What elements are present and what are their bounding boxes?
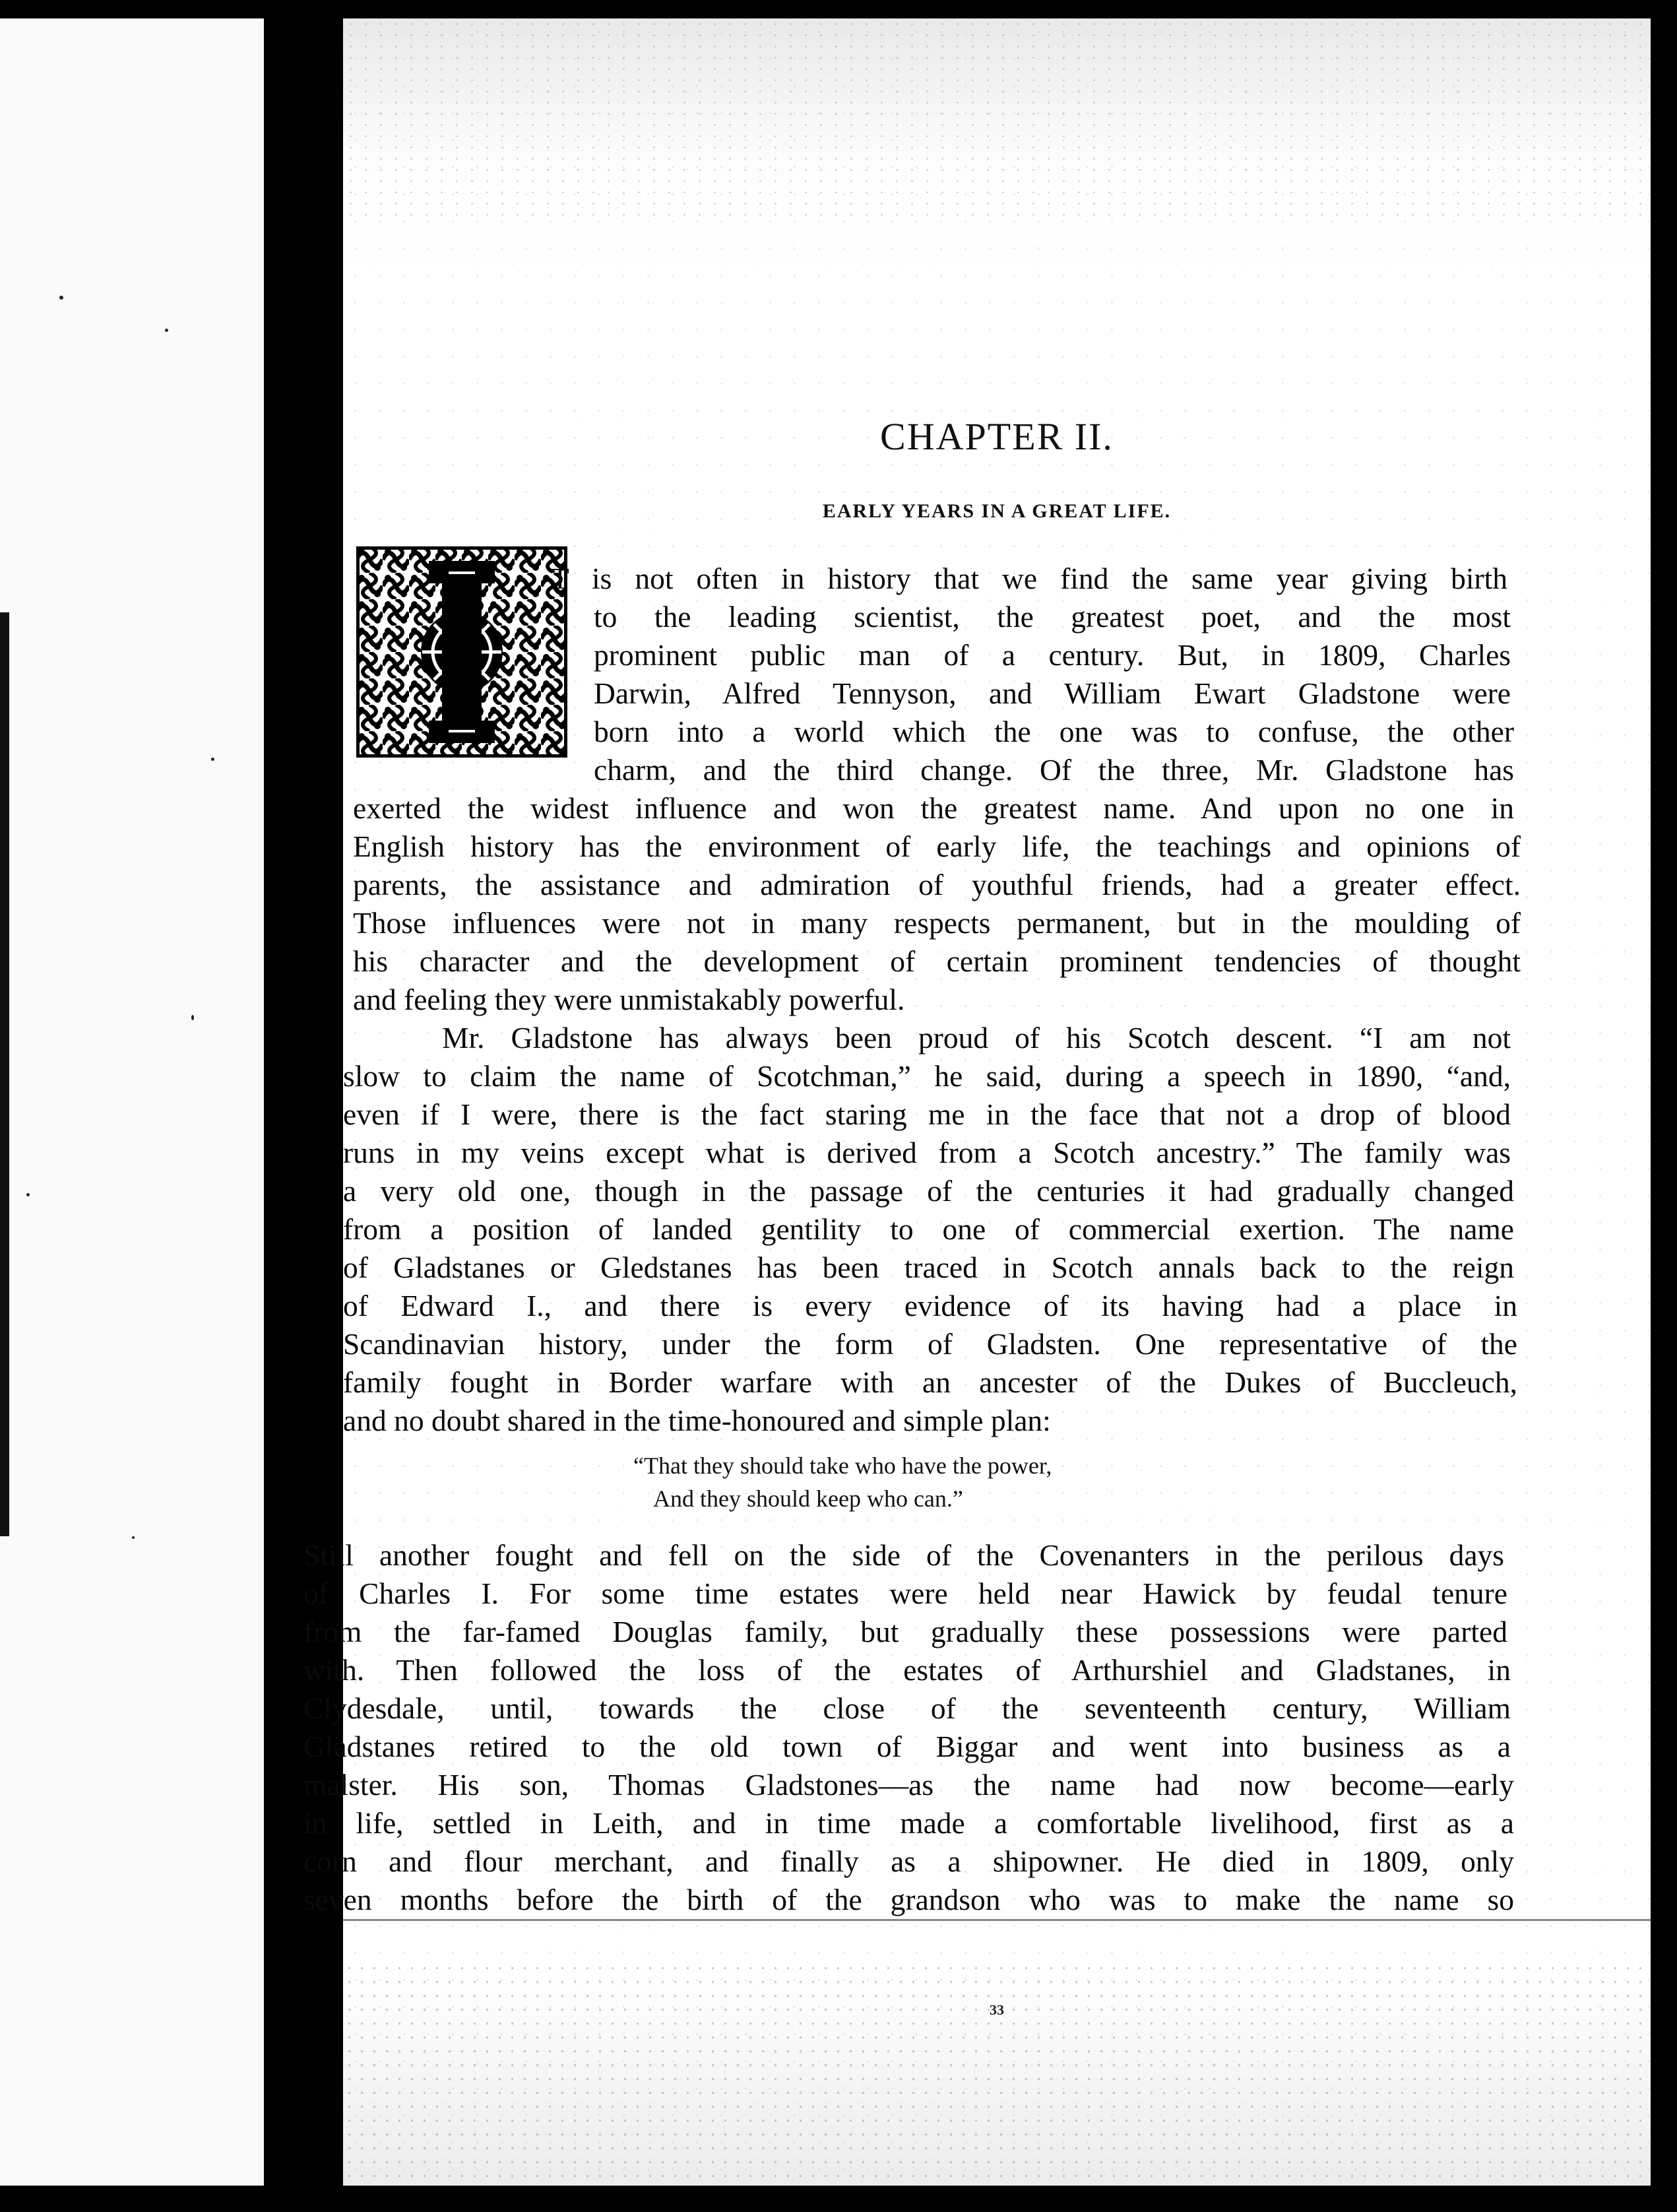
text-line: family fought in Border warfare with an ancester of the Dukes of Buccleuch, [343,1365,1517,1399]
speck [165,329,168,332]
text-line: from the far-famed Douglas family, but gradually these possessions were parted [303,1615,1507,1648]
text-line: charm, and the third change. Of the three, Mr. Gladstone has [594,753,1514,787]
speck [26,1193,30,1196]
text-line: and no doubt shared in the time-honoured and simple plan: [343,1404,1051,1437]
text-line: and feeling they were unmistakably powerful. [353,983,905,1016]
facing-page-edge [0,612,9,1536]
verse-line: “That they should take who have the power, [633,1452,1052,1479]
speck [191,1015,194,1020]
text-line: a very old one, though in the passage of the centuries it had gradually changed [343,1174,1514,1208]
text-line: exerted the widest influence and won the greatest name. And upon no one in [353,791,1514,825]
text-line: Scandinavian history, under the form of Gladsten. One representative of the [343,1327,1517,1361]
speck [211,758,214,761]
text-line: Those influences were not in many respects permanent, but in the moulding of [353,906,1521,940]
paper-noise-top [343,18,1651,216]
text-line: Darwin, Alfred Tennyson, and William Ewart Gladstone were [594,676,1511,710]
scan-border-top [0,0,1677,18]
text-line: Clydesdale, until, towards the close of the seventeenth century, William [303,1691,1511,1725]
text-line: of Gladstanes or Gledstanes has been traced in Scotch annals back to the reign [343,1251,1514,1284]
text-line: prominent public man of a century. But, in 1809, Charles [594,638,1511,672]
scan-border-right [1651,0,1677,2212]
chapter-title: CHAPTER II. [880,415,1114,458]
text-line: parents, the assistance and admiration of youthful friends, had a greater effect. [353,868,1521,901]
book-page [303,18,1651,2186]
text-line: of Charles I. For some time estates were held near Hawick by feudal tenure [303,1577,1507,1610]
text-line: corn and flour merchant, and finally as a shipowner. He died in 1809, only [303,1844,1514,1878]
facing-page-strip [0,18,264,2186]
text-line: English history has the environment of early life, the teachings and opinions of [353,830,1521,863]
scan-artifact-rule [343,1919,1651,1921]
text-line: with. Then followed the loss of the estates of Arthurshiel and Gladstanes, in [303,1653,1511,1687]
scan-border-bottom [0,2186,1677,2212]
text-line: Still another fought and fell on the side of the Covenanters in the perilous days [303,1538,1504,1572]
text-line: slow to claim the name of Scotchman,” he said, during a speech in 1890, “and, [343,1059,1511,1093]
text-line: runs in my veins except what is derived from a Scotch ancestry.” The family was [343,1136,1511,1169]
text-line: to the leading scientist, the greatest poet, and the most [594,600,1511,634]
page-number: 33 [990,2001,1004,2018]
text-line: his character and the development of certain prominent tendencies of thought [353,944,1521,978]
text-line: Gladstanes retired to the old town of Biggar and went into business as a [303,1730,1511,1763]
speck [132,1536,135,1539]
text-line: seven months before the birth of the grandson who was to make the name so [303,1883,1514,1916]
verse-line: And they should keep who can.” [653,1485,963,1512]
text-line: of Edward I., and there is every evidence of its having had a place in [343,1289,1517,1322]
text-line: malster. His son, Thomas Gladstones—as the name had now become—early [303,1768,1514,1802]
text-line: born into a world which the one was to confuse, the other [594,715,1514,748]
text-line: in life, settled in Leith, and in time made a comfortable livelihood, first as a [303,1806,1514,1840]
ornate-dropcap-i [356,546,567,758]
text-line: Mr. Gladstone has always been proud of his Scotch descent. “I am not [442,1021,1511,1055]
paper-noise-bottom [343,1961,1651,2186]
chapter-subtitle: EARLY YEARS IN A GREAT LIFE. [822,500,1172,522]
text-line: even if I were, there is the fact staring me in the face that not a drop of blood [343,1097,1511,1131]
text-line: T is not often in history that we find the same year giving birth [551,562,1507,595]
speck [59,296,63,300]
text-line: from a position of landed gentility to one of commercial exertion. The name [343,1212,1514,1246]
